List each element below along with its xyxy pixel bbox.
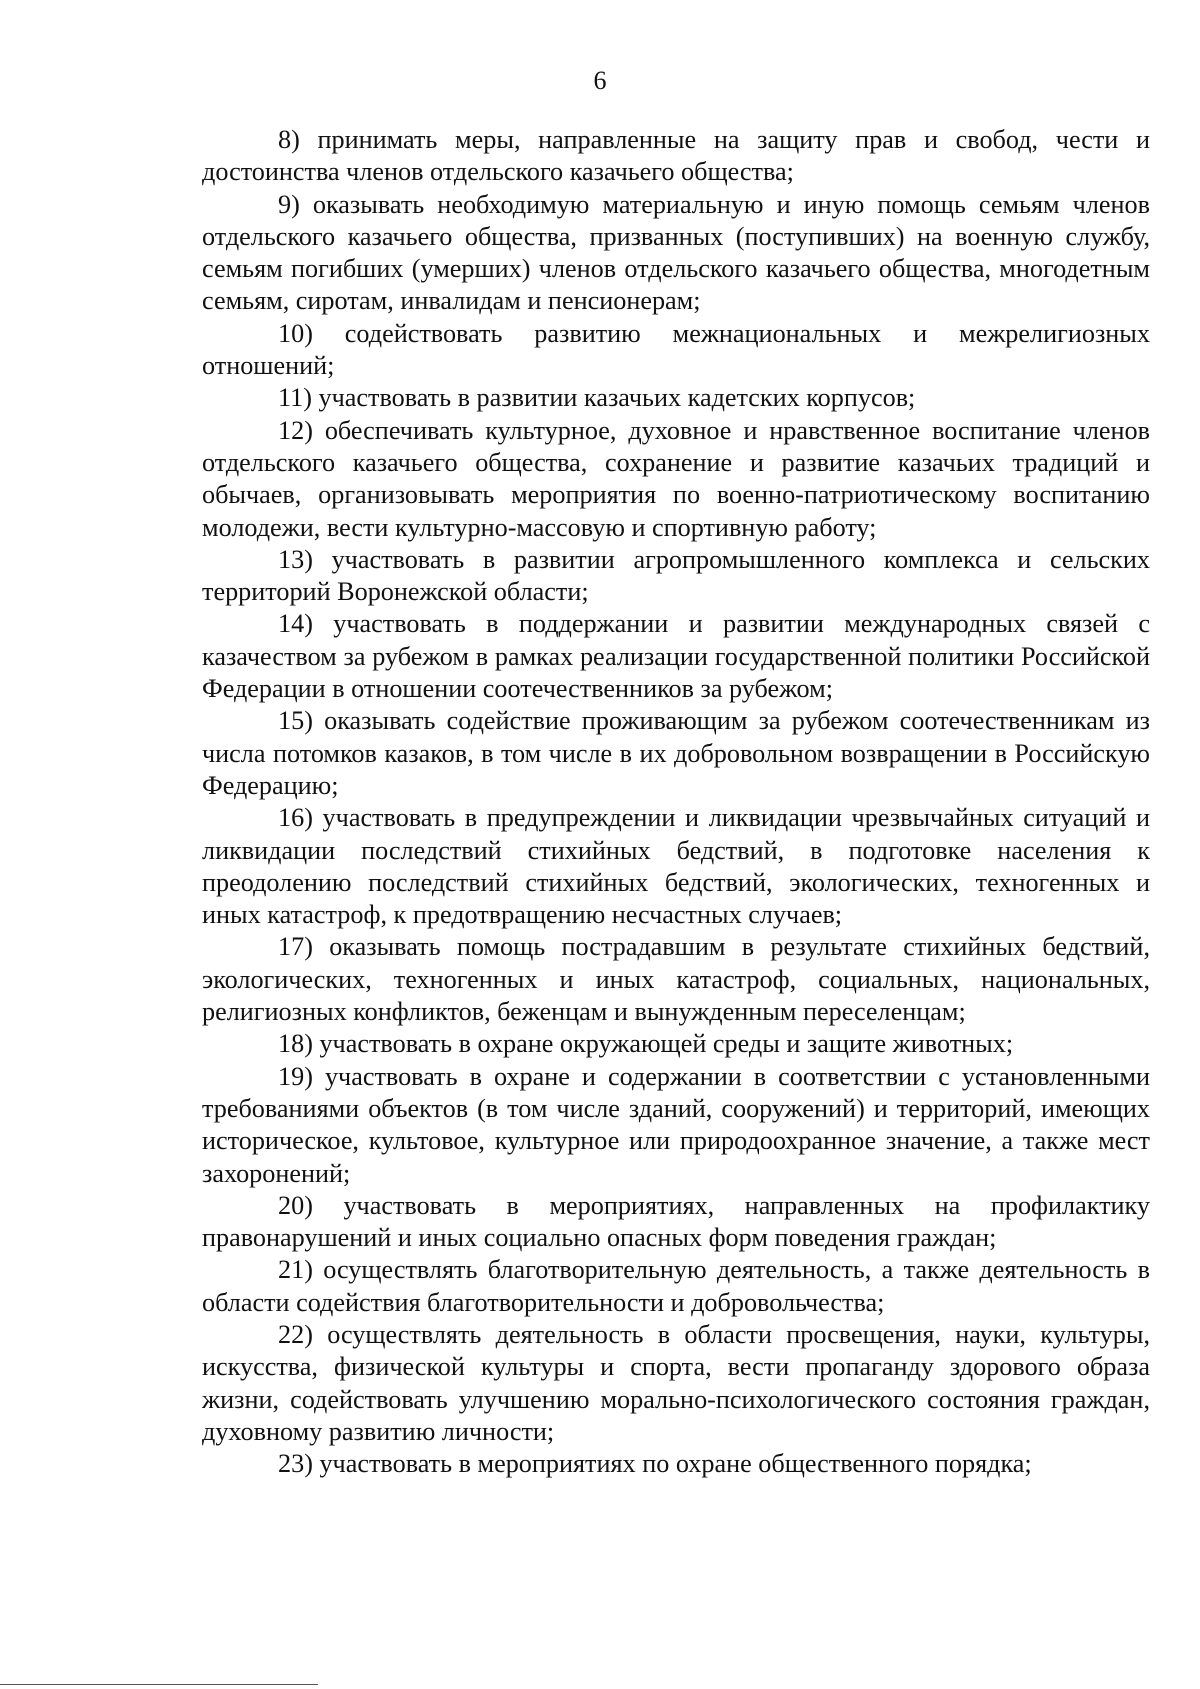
paragraph-item-13: 13) участвовать в развитии агропромышленного комплекса и сельских территорий Воронежской области;: [202, 544, 1150, 607]
paragraph-item-15: 15) оказывать содействие проживающим за рубежом соотечественникам из числа потомков казаков, в том числе в их добровольном возвращении в Российскую Федерацию;: [202, 706, 1150, 800]
paragraph-item-8: 8) принимать меры, направленные на защиту прав и свобод, чести и достоинства членов отдельского казачьего общества;: [202, 125, 1150, 187]
paragraph-item-16: 16) участвовать в предупреждении и ликвидации чрезвычайных ситуаций и ликвидации последствий стихийных бедствий, в подготовке населения к преодолению последствий стихийных бедствий, экологических, техногенных и иных катастроф, к предотвращению несчастных случаев;: [202, 803, 1150, 930]
footer-rule: [0, 1684, 318, 1685]
paragraph-item-11: 11) участвовать в развитии казачьих кадетских корпусов;: [278, 383, 916, 413]
paragraph-item-12: 12) обеспечивать культурное, духовное и нравственное воспитание членов отдельского казачьего общества, сохранение и развитие казачьих традиций и обычаев, организовывать мероприятия по военно-патриотическому воспитанию молодежи, вести культурно-массовую и спортивную работу;: [202, 415, 1150, 542]
paragraph-item-9: 9) оказывать необходимую материальную и иную помощь семьям членов отдельского казачьего общества, призванных (поступивших) на военную службу, семьям погибших (умерших) членов отдельского казачьего общества, многодетным семьям, сиротам, инвалидам и пенсионерам;: [202, 189, 1150, 316]
paragraph-item-22: 22) осуществлять деятельность в области просвещения, науки, культуры, искусства, физической культуры и спорта, вести пропаганду здорового образа жизни, содействовать улучшению морально-психологического состояния граждан, духовному развитию личности;: [202, 1319, 1150, 1446]
page-number: 6: [593, 66, 607, 95]
paragraph-item-20: 20) участвовать в мероприятиях, направленных на профилактику правонарушений и иных социально опасных форм поведения граждан;: [202, 1190, 1150, 1253]
paragraph-item-18: 18) участвовать в охране окружающей среды и защите животных;: [278, 1029, 1014, 1059]
paragraph-item-17: 17) оказывать помощь пострадавшим в результате стихийных бедствий, экологических, техногенных и иных катастроф, социальных, национальных, религиозных конфликтов, беженцам и вынужденным переселенцам;: [202, 932, 1150, 1027]
paragraph-item-14: 14) участвовать в поддержании и развитии международных связей с казачеством за рубежом в рамках реализации государственной политики Российской Федерации в отношении соотечественников за рубежом;: [202, 609, 1150, 704]
document-body: [202, 124, 1150, 1480]
paragraph-item-10: 10) содействовать развитию межнациональных и межрелигиозных отношений;: [202, 318, 1150, 381]
paragraph-item-19: 19) участвовать в охране и содержании в соответствии с установленными требованиями объектов (в том числе зданий, сооружений) и территорий, имеющих историческое, культовое, культурное или природоохранное значение, а также мест захоронений;: [202, 1061, 1150, 1188]
paragraph-item-21: 21) осуществлять благотворительную деятельность, а также деятельность в области содействия благотворительности и добровольчества;: [202, 1255, 1150, 1317]
paragraph-item-23: 23) участвовать в мероприятиях по охране общественного порядка;: [278, 1449, 1032, 1479]
